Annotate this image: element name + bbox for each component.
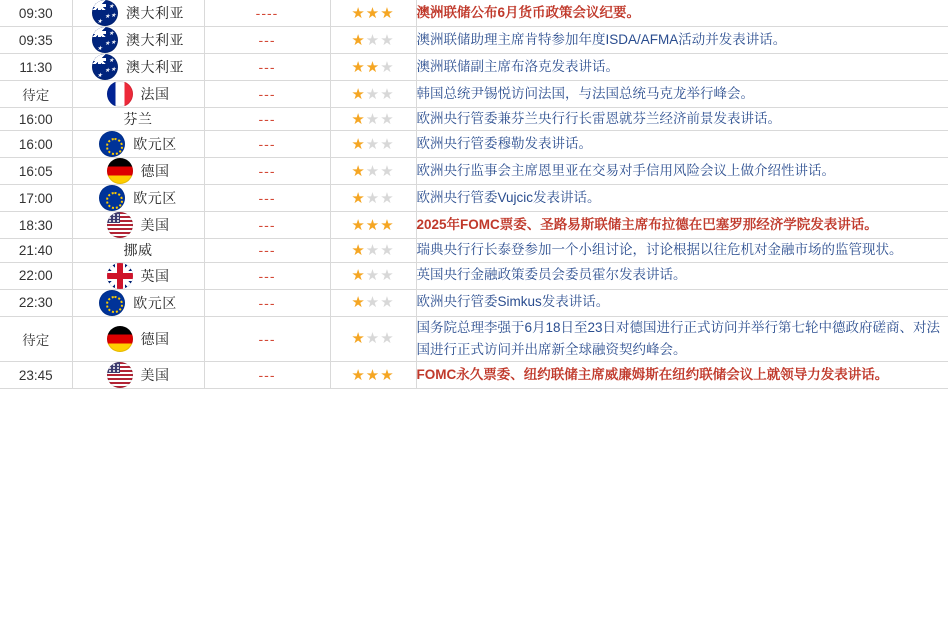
star-empty-icon: ★: [380, 294, 395, 312]
star-filled-icon: ★: [351, 216, 366, 234]
table-row: [0, 212, 948, 239]
event-time: 23:45: [0, 362, 72, 389]
event-time: 待定: [0, 81, 72, 108]
star-filled-icon: ★: [351, 4, 366, 22]
flag-icon-fr: [107, 81, 133, 107]
star-filled-icon: ★: [380, 366, 395, 384]
event-description[interactable]: 英国央行金融政策委员会委员霍尔发表讲话。: [416, 262, 948, 289]
star-filled-icon: ★: [351, 110, 366, 128]
star-empty-icon: ★: [365, 85, 381, 103]
event-time: 21:40: [0, 239, 72, 262]
star-filled-icon: ★: [365, 4, 381, 22]
event-value: ---: [204, 262, 330, 289]
star-empty-icon: ★: [365, 110, 381, 128]
country-cell: [72, 27, 204, 54]
event-value: ---: [204, 239, 330, 262]
country-cell: [72, 0, 204, 27]
country-label: 法国: [140, 86, 170, 102]
importance-rating: [330, 0, 416, 27]
event-description[interactable]: 欧洲央行管委Vujcic发表讲话。: [416, 185, 948, 212]
table-row: [0, 316, 948, 362]
flag-icon-au: [92, 27, 118, 53]
event-time: 16:00: [0, 131, 72, 158]
country-cell: [72, 316, 204, 362]
importance-rating: [330, 212, 416, 239]
country-cell: [72, 158, 204, 185]
star-empty-icon: ★: [365, 162, 381, 180]
event-description[interactable]: 欧洲央行监事会主席恩里亚在交易对手信用风险会议上做介绍性讲话。: [416, 158, 948, 185]
flag-icon-eu: [99, 131, 125, 157]
star-filled-icon: ★: [351, 241, 366, 259]
flag-icon-de: [107, 158, 133, 184]
event-value: ---: [204, 131, 330, 158]
event-time: 17:00: [0, 185, 72, 212]
table-row: [0, 289, 948, 316]
event-value: ---: [204, 185, 330, 212]
flag-star: ★: [110, 67, 116, 73]
event-description[interactable]: FOMC永久票委、纽约联储主席威廉姆斯在纽约联储会议上就领导力发表讲话。: [416, 362, 948, 389]
country-cell: [72, 108, 204, 131]
table-row: [0, 158, 948, 185]
event-value: ---: [204, 289, 330, 316]
star-filled-icon: ★: [380, 216, 395, 234]
table-row: [0, 185, 948, 212]
table-row: [0, 262, 948, 289]
flag-icon-eu: [99, 290, 125, 316]
event-time: 11:30: [0, 54, 72, 81]
flag-star: ★: [104, 14, 110, 20]
star-empty-icon: ★: [380, 135, 395, 153]
importance-rating: [330, 54, 416, 81]
importance-rating: [330, 239, 416, 262]
importance-rating: [330, 27, 416, 54]
star-empty-icon: ★: [365, 241, 381, 259]
country-cell: [72, 131, 204, 158]
table-row: [0, 81, 948, 108]
country-cell: [72, 289, 204, 316]
table-row: [0, 27, 948, 54]
event-description[interactable]: 澳洲联储副主席布洛克发表讲话。: [416, 54, 948, 81]
event-value: ---: [204, 212, 330, 239]
event-time: 18:30: [0, 212, 72, 239]
importance-rating: [330, 81, 416, 108]
flag-icon-de: [107, 326, 133, 352]
event-time: 09:35: [0, 27, 72, 54]
flag-star: ★: [108, 58, 114, 64]
star-filled-icon: ★: [351, 267, 366, 285]
star-empty-icon: ★: [380, 267, 395, 285]
event-description[interactable]: 2025年FOMC票委、圣路易斯联储主席布拉德在巴塞罗那经济学院发表讲话。: [416, 212, 948, 239]
country-cell: [72, 262, 204, 289]
country-cell: [72, 54, 204, 81]
star-empty-icon: ★: [365, 135, 381, 153]
event-description[interactable]: 澳洲联储助理主席肯特参加年度ISDA/AFMA活动并发表讲话。: [416, 27, 948, 54]
flag-icon-au: [92, 54, 118, 80]
flag-star: ★: [108, 31, 114, 37]
country-label: 澳大利亚: [126, 59, 184, 75]
flag-star: ★: [108, 4, 114, 10]
flag-icon-eu: [99, 185, 125, 211]
country-label: 欧元区: [133, 136, 177, 153]
country-label: 英国: [140, 267, 170, 284]
country-label: 芬兰: [123, 111, 153, 128]
event-value: ---: [204, 27, 330, 54]
country-cell: [72, 185, 204, 212]
event-value: ---: [204, 362, 330, 389]
table-row: [0, 0, 948, 27]
star-empty-icon: ★: [365, 189, 381, 207]
star-empty-icon: ★: [380, 110, 395, 128]
event-description[interactable]: 瑞典央行行长泰登参加一个小组讨论，讨论根据以往危机对金融市场的监管现状。: [416, 239, 948, 262]
importance-rating: [330, 185, 416, 212]
flag-star: ★: [97, 46, 103, 52]
star-empty-icon: ★: [380, 330, 395, 348]
importance-rating: [330, 131, 416, 158]
star-filled-icon: ★: [351, 135, 366, 153]
country-cell: [72, 362, 204, 389]
star-filled-icon: ★: [365, 58, 381, 76]
star-filled-icon: ★: [351, 58, 366, 76]
event-time: 22:30: [0, 289, 72, 316]
country-cell: [72, 239, 204, 262]
country-label: 美国: [140, 217, 170, 234]
event-description[interactable]: 欧洲央行管委穆勒发表讲话。: [416, 131, 948, 158]
event-value: ---: [204, 108, 330, 131]
event-value: ---: [204, 54, 330, 81]
country-label: 澳大利亚: [126, 5, 184, 21]
country-label: 美国: [140, 367, 170, 384]
star-empty-icon: ★: [380, 241, 395, 259]
star-empty-icon: ★: [380, 85, 395, 103]
star-filled-icon: ★: [351, 31, 366, 49]
country-label: 德国: [140, 163, 170, 180]
star-empty-icon: ★: [380, 31, 395, 49]
event-time: 16:05: [0, 158, 72, 185]
star-filled-icon: ★: [351, 294, 366, 312]
star-filled-icon: ★: [351, 85, 366, 103]
importance-rating: [330, 289, 416, 316]
event-description[interactable]: 欧洲央行管委Simkus发表讲话。: [416, 289, 948, 316]
event-time: 待定: [0, 316, 72, 362]
star-filled-icon: ★: [351, 189, 366, 207]
event-value: ---: [204, 316, 330, 362]
star-empty-icon: ★: [365, 330, 381, 348]
star-filled-icon: ★: [351, 330, 366, 348]
event-description[interactable]: 欧洲央行管委兼芬兰央行行长雷恩就芬兰经济前景发表讲话。: [416, 108, 948, 131]
star-empty-icon: ★: [380, 58, 395, 76]
country-label: 挪威: [123, 242, 153, 259]
star-empty-icon: ★: [365, 267, 381, 285]
event-time: 09:30: [0, 0, 72, 27]
event-value: ---: [204, 158, 330, 185]
star-filled-icon: ★: [365, 216, 381, 234]
importance-rating: [330, 316, 416, 362]
flag-icon-au: [92, 0, 118, 26]
country-label: 欧元区: [133, 294, 177, 311]
country-label: 欧元区: [133, 190, 177, 207]
flag-star: ★: [97, 19, 103, 25]
event-time: 16:00: [0, 108, 72, 131]
event-description[interactable]: 国务院总理李强于6月18日至23日对德国进行正式访问并举行第七轮中德政府磋商、对法国进行正式访问并出席新全球融资契约峰会。: [416, 316, 948, 362]
flag-star: ★: [104, 41, 110, 47]
table-row: [0, 239, 948, 262]
country-cell: [72, 212, 204, 239]
flag-star: ★: [97, 73, 103, 79]
star-empty-icon: ★: [365, 31, 381, 49]
table-row: [0, 362, 948, 389]
flag-icon-gb: [107, 263, 133, 289]
country-cell: [72, 81, 204, 108]
star-empty-icon: ★: [365, 294, 381, 312]
flag-icon-us: [107, 212, 133, 238]
star-filled-icon: ★: [380, 4, 395, 22]
flag-star: ★: [110, 40, 116, 46]
importance-rating: [330, 108, 416, 131]
star-empty-icon: ★: [380, 189, 395, 207]
importance-rating: [330, 262, 416, 289]
event-time: 22:00: [0, 262, 72, 289]
event-description[interactable]: 韩国总统尹锡悦访问法国，与法国总统马克龙举行峰会。: [416, 81, 948, 108]
star-empty-icon: ★: [380, 162, 395, 180]
star-filled-icon: ★: [351, 366, 366, 384]
importance-rating: [330, 362, 416, 389]
table-row: [0, 108, 948, 131]
event-description[interactable]: 澳洲联储公布6月货币政策会议纪要。: [416, 0, 948, 27]
event-value: ---: [204, 81, 330, 108]
country-label: 德国: [140, 330, 170, 347]
flag-star: ★: [110, 13, 116, 19]
flag-star: ★: [104, 68, 110, 74]
star-filled-icon: ★: [351, 162, 366, 180]
table-row: [0, 131, 948, 158]
country-label: 澳大利亚: [126, 32, 184, 48]
importance-rating: [330, 158, 416, 185]
table-row: [0, 54, 948, 81]
star-filled-icon: ★: [365, 366, 381, 384]
event-value: ----: [204, 0, 330, 27]
flag-icon-us: [107, 362, 133, 388]
